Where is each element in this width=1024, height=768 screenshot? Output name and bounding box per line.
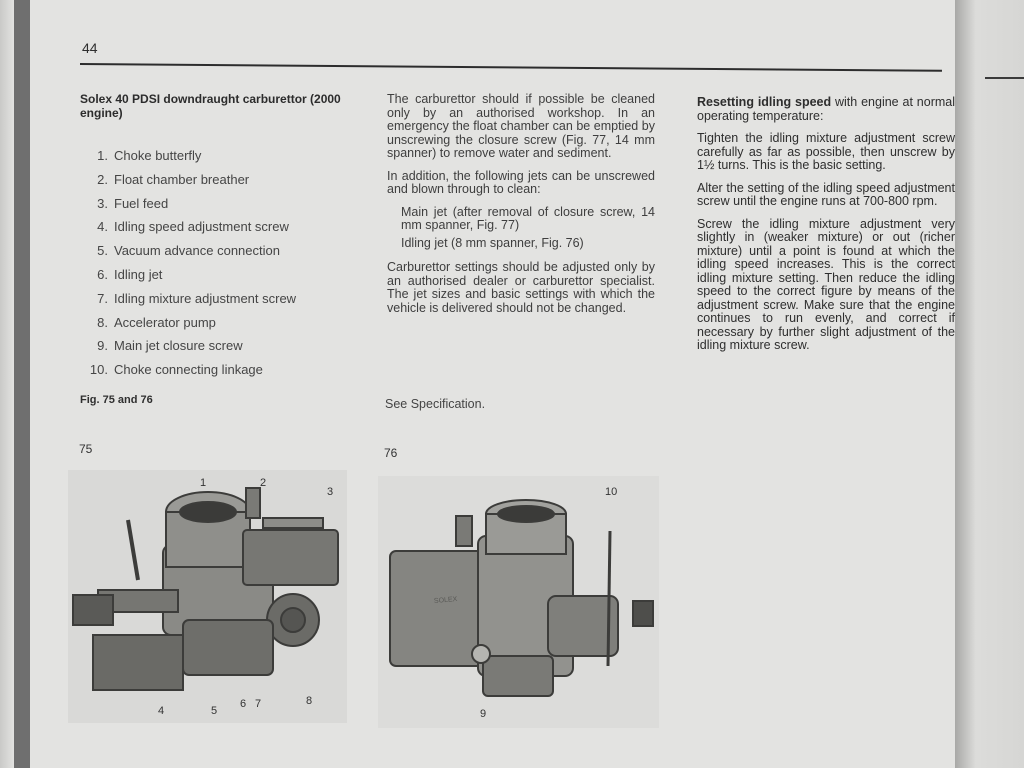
parts-item-label: Vacuum advance connection bbox=[114, 243, 280, 259]
parts-item-label: Float chamber breather bbox=[114, 171, 250, 187]
figure-76-photo bbox=[378, 476, 659, 728]
parts-item-label: Choke butterfly bbox=[114, 148, 202, 163]
parts-item-number: 2. bbox=[97, 171, 108, 187]
parts-item-number: 5. bbox=[97, 243, 108, 259]
parts-list bbox=[80, 148, 380, 386]
fig75-callout-4: 4 bbox=[158, 705, 165, 717]
idling-step-2: Alter the setting of the idling speed adjustment screw until the engine runs at 700-800 rpm. bbox=[697, 180, 955, 208]
fig76-callout-10: 10 bbox=[605, 486, 618, 498]
jets-intro-paragraph: In addition, the following jets can be unscrewed and blown through to clean: bbox=[387, 168, 655, 196]
jet-item-main: Main jet (after removal of closure screw, 14 mm spanner, Fig. 77) bbox=[401, 204, 655, 232]
parts-item-label: Accelerator pump bbox=[114, 314, 216, 330]
fig76-callout-9: 9 bbox=[480, 708, 487, 720]
parts-item-number: 7. bbox=[97, 290, 108, 306]
jet-item-idling: Idling jet (8 mm spanner, Fig. 76) bbox=[401, 235, 584, 250]
page-edge-shadow bbox=[0, 0, 14, 768]
parts-list-item bbox=[80, 315, 380, 339]
parts-list-item bbox=[80, 243, 380, 267]
solex-body-lettering: SOLEX bbox=[433, 595, 458, 606]
idling-heading-paragraph bbox=[697, 96, 955, 123]
parts-item-number: 3. bbox=[97, 195, 108, 211]
section-title: Solex 40 PDSI downdraught carburettor (2000 engine) bbox=[80, 92, 341, 120]
idling-heading: Resetting idling speed bbox=[697, 95, 832, 109]
cleaning-paragraph: The carburettor should if possible be cleaned only by an authorised workshop. In an emergency the float chamber can be emptied by unscrewing the closure screw (Fig. 77, 14 mm spanner) to remove water and sediment. bbox=[387, 92, 655, 160]
jet-list bbox=[387, 206, 655, 251]
fig75-callout-2: 2 bbox=[260, 477, 267, 489]
parts-list-item bbox=[80, 267, 380, 291]
fig75-callout-8: 8 bbox=[306, 695, 313, 707]
carburettor-side-view bbox=[68, 470, 347, 723]
parts-item-number: 8. bbox=[97, 314, 108, 330]
settings-paragraph: Carburettor settings should be adjusted only by an authorised dealer or carburettor specialist. The jet sizes and basic settings with which the vehicle is delivered should not be changed. bbox=[387, 260, 655, 315]
parts-list-item bbox=[80, 291, 380, 315]
fig75-callout-7: 7 bbox=[255, 698, 262, 710]
parts-item-label: Choke connecting linkage bbox=[114, 362, 263, 378]
page-number: 44 bbox=[82, 40, 98, 56]
parts-list-item bbox=[80, 148, 380, 172]
parts-item-number: 4. bbox=[97, 219, 108, 235]
carburettor-front-view bbox=[378, 476, 659, 728]
parts-list-item bbox=[80, 219, 380, 243]
idling-heading-rest: with engine at normal operating temperature: bbox=[697, 95, 955, 123]
fig75-callout-5: 5 bbox=[211, 705, 218, 717]
facing-page bbox=[955, 0, 1024, 768]
idling-column bbox=[697, 96, 955, 362]
parts-item-label: Idling mixture adjustment screw bbox=[114, 290, 297, 306]
cleaning-column bbox=[387, 93, 655, 324]
figure-75-photo bbox=[68, 470, 347, 723]
fig75-callout-6: 6 bbox=[240, 698, 247, 710]
parts-list-item bbox=[80, 362, 380, 386]
parts-item-number: 6. bbox=[97, 266, 108, 282]
figure-76-number: 76 bbox=[384, 446, 398, 460]
parts-item-number: 10. bbox=[89, 362, 108, 378]
fig75-callout-1: 1 bbox=[200, 477, 207, 489]
parts-item-label: Main jet closure screw bbox=[114, 338, 243, 354]
parts-item-label: Idling speed adjustment screw bbox=[114, 219, 289, 235]
parts-item-label: Fuel feed bbox=[114, 195, 169, 211]
figure-75-number: 75 bbox=[79, 442, 93, 456]
figure-reference: Fig. 75 and 76 bbox=[80, 394, 153, 406]
parts-list-item bbox=[80, 172, 380, 196]
parts-item-number: 1. bbox=[97, 148, 108, 163]
see-specification: See Specification. bbox=[385, 397, 486, 411]
idling-step-3: Screw the idling mixture adjustment very slightly in (weaker mixture) or out (richer mixture) until a point is found at which the idling speed increases. This is the correct idling mixture setting. Then reduce the idling speed to the correct figure by means of the adjustment screw. Make sure that the engine continues to run evenly, and correct if necessary by further slight adjustment of the idling mixture screw. bbox=[697, 216, 955, 352]
parts-list-item bbox=[80, 338, 380, 362]
idling-step-1: Tighten the idling mixture adjustment screw carefully as far as possible, then unscrew by 1½ turns. This is the basic setting. bbox=[697, 131, 955, 172]
fig75-callout-3: 3 bbox=[327, 486, 334, 498]
parts-item-number: 9. bbox=[97, 338, 108, 354]
parts-item-label: Idling jet bbox=[114, 266, 163, 282]
parts-list-item bbox=[80, 196, 380, 220]
facing-page-rule bbox=[985, 77, 1024, 79]
